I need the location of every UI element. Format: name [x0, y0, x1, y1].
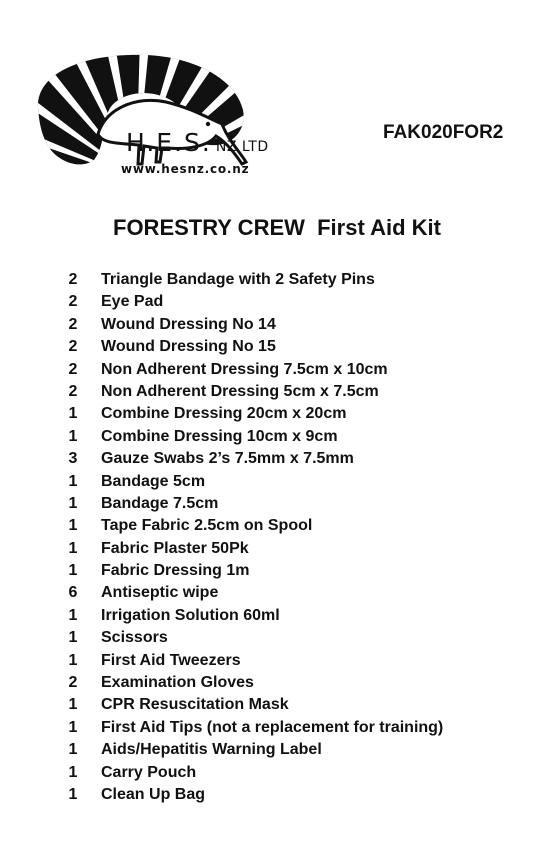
item-description: Fabric Plaster 50Pk: [101, 539, 249, 557]
item-quantity: 2: [68, 315, 78, 333]
item-quantity: 1: [68, 494, 78, 512]
item-description: Non Adherent Dressing 5cm x 7.5cm: [101, 382, 379, 400]
item-description: Bandage 5cm: [101, 472, 206, 490]
list-item: [0, 741, 554, 763]
item-quantity: 2: [68, 338, 78, 356]
item-description: Antiseptic wipe: [101, 584, 219, 602]
company-logo: [36, 50, 269, 180]
item-description: CPR Resuscitation Mask: [101, 696, 289, 714]
list-item: [0, 629, 554, 651]
list-item: [0, 293, 554, 315]
list-item: [0, 584, 554, 606]
item-description: Aids/Hepatitis Warning Label: [101, 741, 322, 759]
list-item: [0, 383, 554, 405]
list-item: [0, 361, 554, 383]
list-item: [0, 338, 554, 360]
list-item: [0, 562, 554, 584]
list-item: [0, 271, 554, 293]
item-quantity: 1: [68, 696, 78, 714]
product-code: FAK020FOR2: [383, 122, 504, 143]
page-title: FORESTRY CREW First Aid Kit: [113, 215, 441, 240]
list-item: [0, 450, 554, 472]
item-description: Carry Pouch: [101, 763, 197, 781]
list-item: [0, 495, 554, 517]
item-quantity: 2: [68, 360, 78, 378]
item-description: Gauze Swabs 2’s 7.5mm x 7.5mm: [101, 450, 354, 468]
item-quantity: 1: [68, 606, 78, 624]
list-item: [0, 316, 554, 338]
list-item: [0, 786, 554, 808]
brand-name: [126, 128, 269, 157]
item-description: First Aid Tweezers: [101, 651, 241, 669]
item-quantity: 6: [68, 584, 78, 602]
item-quantity: 2: [68, 674, 78, 692]
item-description: Combine Dressing 10cm x 9cm: [101, 427, 338, 445]
item-quantity: 1: [68, 517, 78, 535]
list-item: [0, 405, 554, 427]
list-item: [0, 674, 554, 696]
list-item: [0, 764, 554, 786]
item-quantity: 1: [68, 539, 78, 557]
item-description: Combine Dressing 20cm x 20cm: [101, 405, 347, 423]
list-item: [0, 719, 554, 741]
item-quantity: 1: [68, 472, 78, 490]
list-item: [0, 517, 554, 539]
kit-contents-list: [0, 271, 554, 808]
list-item: [0, 652, 554, 674]
item-quantity: 1: [68, 562, 78, 580]
item-quantity: 1: [68, 718, 78, 736]
item-description: Fabric Dressing 1m: [101, 562, 250, 580]
item-description: Wound Dressing No 15: [101, 338, 276, 356]
item-description: Non Adherent Dressing 7.5cm x 10cm: [101, 360, 388, 378]
item-quantity: 1: [68, 427, 78, 445]
list-item: [0, 428, 554, 450]
item-description: Tape Fabric 2.5cm on Spool: [101, 517, 313, 535]
item-quantity: 2: [68, 271, 78, 288]
item-description: Wound Dressing No 14: [101, 315, 276, 333]
item-quantity: 2: [68, 382, 78, 400]
list-item: [0, 540, 554, 562]
item-quantity: 1: [68, 741, 78, 759]
brand-name-text: H.E.S.: [126, 128, 212, 157]
item-quantity: 3: [68, 450, 78, 468]
item-description: Clean Up Bag: [101, 785, 206, 803]
list-item: [0, 473, 554, 495]
item-description: Triangle Bandage with 2 Safety Pins: [101, 271, 375, 288]
list-item: [0, 696, 554, 718]
item-quantity: 1: [68, 763, 78, 781]
item-quantity: 1: [68, 785, 78, 803]
item-description: Scissors: [101, 629, 168, 647]
item-description: Irrigation Solution 60ml: [101, 606, 280, 624]
kiwi-bird-sunburst-icon: [36, 50, 256, 180]
item-description: Eye Pad: [101, 293, 164, 311]
brand-url: www.hesnz.co.nz: [121, 162, 250, 176]
item-description: Examination Gloves: [101, 674, 254, 692]
list-item: [0, 607, 554, 629]
item-quantity: 1: [68, 405, 78, 423]
item-quantity: 2: [68, 293, 78, 311]
item-description: Bandage 7.5cm: [101, 494, 219, 512]
brand-suffix: NZ LTD: [215, 139, 269, 155]
item-quantity: 1: [68, 651, 78, 669]
item-quantity: 1: [68, 629, 78, 647]
item-description: First Aid Tips (not a replacement for training): [101, 718, 444, 736]
